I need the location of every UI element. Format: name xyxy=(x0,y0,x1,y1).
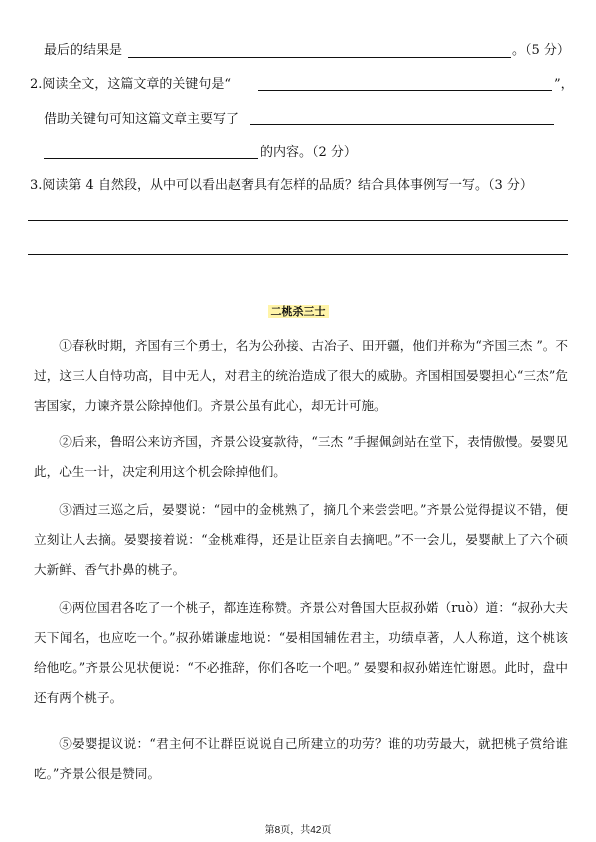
q2-suffix: 的内容。（2 分） xyxy=(260,145,357,160)
q2-content-line-2[interactable] xyxy=(44,158,258,159)
q2-followup: 借助关键句可知这篇文章主要写了 xyxy=(44,112,240,127)
paragraph-5: ⑤晏婴提议说：“君主何不让群臣说说自己所建立的功劳？谁的功劳最大，就把桃子赏给谁吃。”齐景公很是赞同。 xyxy=(34,736,568,781)
paragraph-1: ①春秋时期，齐国有三个勇士，名为公孙接、古冶子、田开疆，他们并称为“齐国三杰 ”。不过，这三人自恃功高，目中无人，对君主的统治造成了很大的威胁。齐国相国晏婴担心“三杰”危害国家，力谏齐景公除掉他们。齐景公虽有此心，却无计可施。 xyxy=(34,338,568,413)
q3-answer-line-2[interactable] xyxy=(28,254,568,255)
paragraph-2: ②后来，鲁昭公来访齐国，齐景公设宴款待，“三杰 ”手握佩剑站在堂下，表情傲慢。晏婴见此，心生一计，决定利用这个机会除掉他们。 xyxy=(34,434,568,479)
q2-prompt: 2.阅读全文，这篇文章的关键句是“ xyxy=(30,77,232,92)
paragraph-3: ③酒过三巡之后，晏婴说：“园中的金桃熟了，摘几个来尝尝吧。”齐景公觉得提议不错，便立刻让人去摘。晏婴接着说：“金桃难得，还是让臣亲自去摘吧。”不一会儿，晏婴献上了六个硕大新鲜、香气扑鼻的桃子。 xyxy=(34,502,568,577)
page-number: 第8页，共42页 xyxy=(264,825,332,836)
q3-answer-line-1[interactable] xyxy=(28,220,568,221)
q1-answer-line[interactable] xyxy=(128,57,511,58)
q2-content-line-1[interactable] xyxy=(250,124,554,125)
q2-quote-close: ”， xyxy=(554,77,574,92)
q3-prompt: 3.阅读第 4 自然段，从中可以看出赵奢具有怎样的品质？结合具体事例写一写。（3 分） xyxy=(30,178,533,193)
passage-title: 二桃杀三士 xyxy=(0,303,596,319)
paragraph-4: ④两位国君各吃了一个桃子，都连连称赞。齐景公对鲁国大臣叔孙婼（ruò）道：“叔孙大夫天下闻名，也应吃一个。”叔孙婼谦虚地说：“晏相国辅佐君主，功绩卓著，人人称道，这个桃该给他吃。”齐景公见状便说：“不必推辞，你们各吃一个吧。” 晏婴和叔孙婼连忙谢恩。此时，盘中还有两个桃子。 xyxy=(34,600,568,705)
q2-key-sentence-line[interactable] xyxy=(258,90,552,91)
q1-suffix: 。（5 分） xyxy=(512,43,570,58)
q1-prefix: 最后的结果是 xyxy=(44,43,123,58)
